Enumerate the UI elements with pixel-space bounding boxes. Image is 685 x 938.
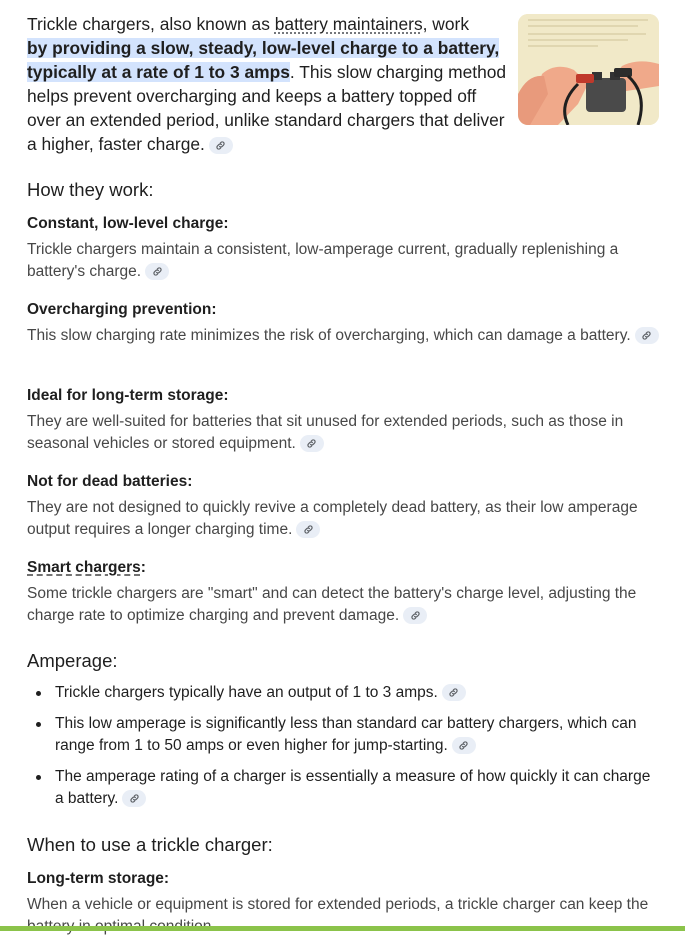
link-icon: [410, 610, 421, 621]
intro-text-1: Trickle chargers, also known as: [27, 14, 275, 34]
item-text-constant-charge: Trickle chargers maintain a consistent, low-amperage current, gradually replenishing a battery's charge.: [27, 241, 619, 280]
section-heading-how-they-work: How they work:: [27, 179, 154, 200]
link-icon: [303, 524, 314, 535]
link-icon: [215, 140, 226, 151]
link-icon: [152, 266, 163, 277]
link-icon: [306, 438, 317, 449]
citation-link-button[interactable]: [296, 521, 320, 538]
highlighted-answer: by providing a slow, steady, low-level charge to a battery, typically at a rate of 1 to 3 amps: [27, 38, 500, 82]
item-title-constant-charge: Constant, low-level charge:: [27, 215, 229, 232]
citation-link-button[interactable]: [122, 790, 146, 807]
citation-link-button[interactable]: [452, 737, 476, 754]
term-smart-chargers[interactable]: Smart chargers: [27, 559, 141, 576]
item-title-smart-chargers: Smart chargers:: [27, 559, 146, 576]
item-title-long-term-storage-usage: Long-term storage:: [27, 870, 170, 887]
section-heading-amperage: Amperage:: [27, 650, 118, 671]
item-text-overcharging: This slow charging rate minimizes the risk of overcharging, which can damage a battery.: [27, 325, 667, 347]
amperage-list: [27, 682, 657, 819]
link-icon: [448, 687, 459, 698]
link-icon: [458, 740, 469, 751]
item-title-long-term-storage: Ideal for long-term storage:: [27, 387, 229, 404]
intro-paragraph: [27, 12, 507, 156]
section-heading-when-to-use: When to use a trickle charger:: [27, 834, 273, 855]
item-text-dead-batteries: They are not designed to quickly revive a completely dead battery, as their low amperage output requires a longer charging time.: [27, 499, 638, 538]
item-text-smart-chargers: Some trickle chargers are "smart" and can detect the battery's charge level, adjusting the charge rate to optimize charging and prevent damage.: [27, 585, 637, 624]
item-text-long-term-storage-usage: When a vehicle or equipment is stored for extended periods, a trickle charger can keep the: [27, 896, 649, 913]
battery-charging-illustration: [518, 14, 659, 125]
source-thumbnail-image[interactable]: [518, 14, 659, 125]
item-title-dead-batteries: Not for dead batteries:: [27, 473, 193, 490]
citation-link-button[interactable]: [403, 607, 427, 624]
intro-text-3: . This slow charging method helps prevent overcharging and keeps a battery topped off over an extended period, unlike standard chargers that deliver a higher, faster charge.: [27, 62, 507, 154]
list-item: Trickle chargers typically have an output of 1 to 3 amps.: [27, 682, 657, 704]
citation-link-button[interactable]: [209, 137, 233, 154]
citation-link-button[interactable]: [145, 263, 169, 280]
item-title-overcharging: Overcharging prevention:: [27, 301, 217, 318]
list-item: This low amperage is significantly less than standard car battery chargers, which can range from 1 to 50 amps or even higher for jump-starting.: [27, 713, 657, 757]
citation-link-button[interactable]: [442, 684, 466, 701]
citation-link-button[interactable]: [300, 435, 324, 452]
bottom-progress-bar: [0, 926, 685, 931]
item-text-long-term-storage: They are well-suited for batteries that sit unused for extended periods, such as those in seasonal vehicles or stored equipment.: [27, 413, 624, 452]
link-icon: [641, 330, 652, 341]
term-battery-maintainers[interactable]: battery maintainers: [274, 14, 423, 34]
intro-text-2: , work: [422, 14, 470, 34]
list-item: The amperage rating of a charger is essentially a measure of how quickly it can charge a battery.: [27, 766, 657, 810]
citation-link-button[interactable]: [635, 327, 659, 344]
link-icon: [129, 793, 140, 804]
